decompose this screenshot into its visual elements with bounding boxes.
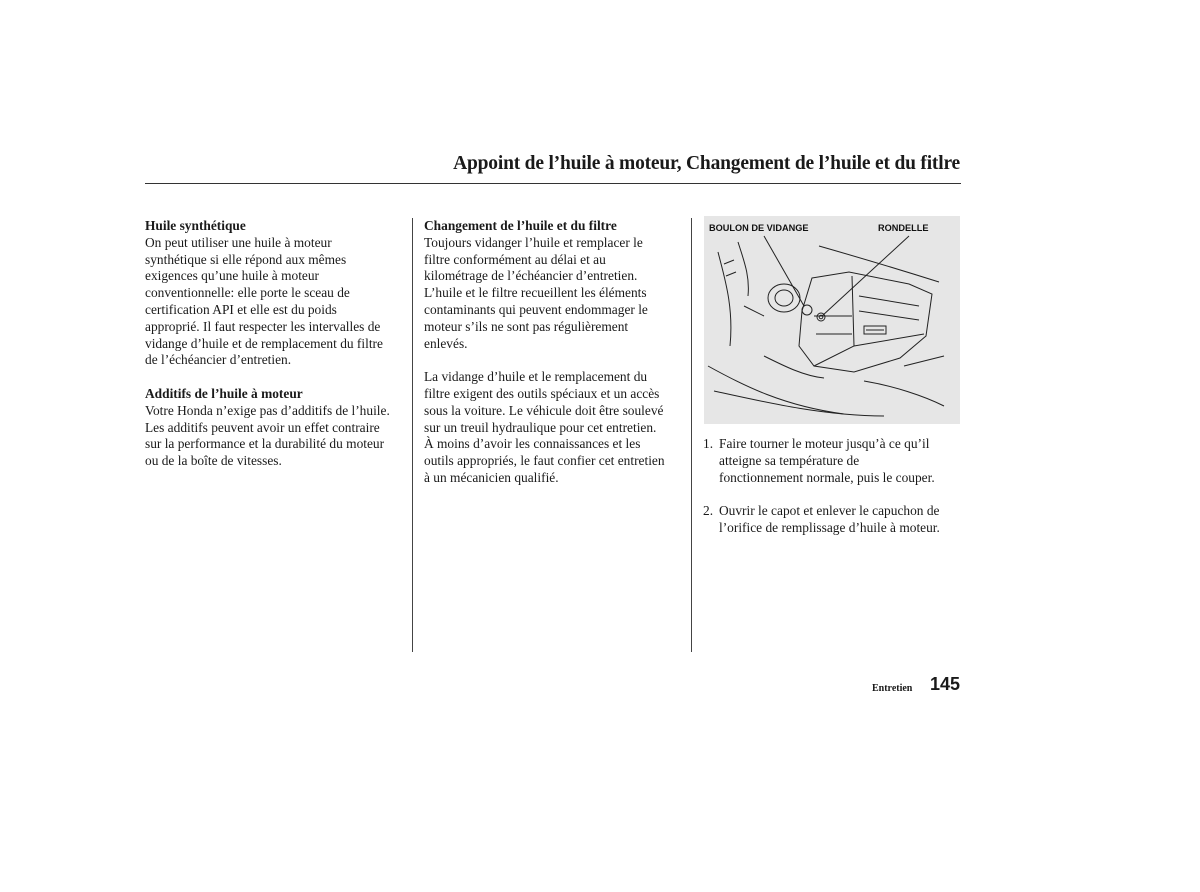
text-line: La vidange d’huile et le remplacement du xyxy=(424,369,648,385)
label-washer: RONDELLE xyxy=(878,223,929,233)
text-line: À moins d’avoir les connaissances et les xyxy=(424,436,641,452)
text-line: contaminants qui peuvent endommager le xyxy=(424,301,648,317)
text-line: kilométrage de l’échéancier d’entretien. xyxy=(424,268,638,284)
procedure-steps xyxy=(703,436,963,537)
text-line: Les additifs peuvent avoir un effet contraire xyxy=(145,419,380,435)
page-title: Appoint de l’huile à moteur, Changement de l’huile et du fitlre xyxy=(453,153,960,174)
text-line: ou de la boîte de vitesses. xyxy=(145,453,282,469)
column-divider-2 xyxy=(691,218,692,652)
text-line: Votre Honda n’exige pas d’additifs de l’huile. xyxy=(145,402,390,418)
text-line: fonctionnement normale, puis le couper. xyxy=(719,469,935,485)
text-line: à un mécanicien qualifié. xyxy=(424,469,559,485)
text-line: atteigne sa température de xyxy=(719,452,860,468)
text-line: moteur s’ils ne sont pas régulièrement xyxy=(424,318,629,334)
text-line: l’orifice de remplissage d’huile à moteur. xyxy=(719,519,940,535)
text-line: Ouvrir le capot et enlever le capuchon de xyxy=(719,503,940,519)
middle-column xyxy=(424,218,686,487)
step-item xyxy=(703,503,963,537)
text-line: L’huile et le filtre recueillent les éléments xyxy=(424,285,647,301)
text-line: conventionnelle: elle porte le sceau de xyxy=(145,285,350,301)
text-line: synthétique si elle répond aux mêmes xyxy=(145,251,347,267)
label-drain-bolt: BOULON DE VIDANGE xyxy=(709,223,809,233)
step-item xyxy=(703,436,963,486)
text-line: sur un treuil hydraulique pour cet entretien. xyxy=(424,419,657,435)
section-heading-oil-change: Changement de l’huile et du filtre xyxy=(424,218,617,233)
section-heading-synthetic-oil: Huile synthétique xyxy=(145,218,246,233)
text-line: sous la voiture. Le véhicule doit être soulevé xyxy=(424,402,664,418)
step-number: 1. xyxy=(703,436,714,451)
text-line: filtre exigent des outils spéciaux et un accès xyxy=(424,385,660,401)
footer-section-name: Entretien xyxy=(872,683,913,694)
text-line: enlevés. xyxy=(424,335,468,351)
text-line: sur la performance et la durabilité du moteur xyxy=(145,436,385,452)
text-line: de l’échéancier d’entretien. xyxy=(145,352,292,368)
oil-pan-illustration xyxy=(704,216,960,424)
title-rule xyxy=(145,183,961,184)
text-line: On peut utiliser une huile à moteur xyxy=(145,234,332,250)
text-line: filtre conformément au délai et au xyxy=(424,251,606,267)
text-line: Faire tourner le moteur jusqu’à ce qu’il xyxy=(719,436,930,451)
column-divider-1 xyxy=(412,218,413,652)
text-line: exigences qu’une huile à moteur xyxy=(145,268,320,284)
page-number: 145 xyxy=(930,674,961,694)
text-line: certification API et elle est du poids xyxy=(145,301,337,317)
left-column xyxy=(145,218,407,470)
text-line: outils appropriés, le faut confier cet entretien xyxy=(424,453,665,469)
engine-underside-drawing xyxy=(704,216,960,424)
text-line: Toujours vidanger l’huile et remplacer le xyxy=(424,234,643,250)
section-heading-oil-additives: Additifs de l’huile à moteur xyxy=(145,385,303,401)
step-number: 2. xyxy=(703,503,714,519)
text-line: vidange d’huile et de remplacement du filtre xyxy=(145,335,383,351)
text-line: approprié. Il faut respecter les intervalles de xyxy=(145,318,381,334)
